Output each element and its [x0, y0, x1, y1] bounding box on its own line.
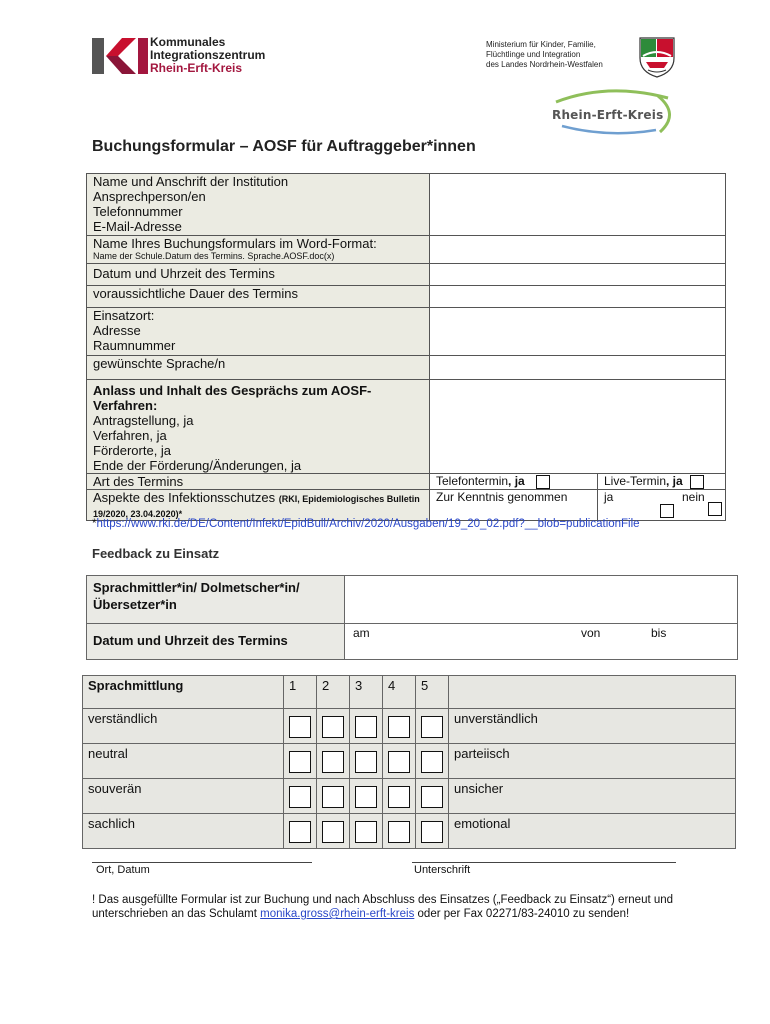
note-text-after: oder per Fax 02271/83-24010 zu senden! — [414, 908, 630, 920]
rating-left-label: verständlich — [83, 709, 284, 744]
ki-logo-text — [150, 36, 265, 75]
footnote-asterisk: * — [92, 518, 97, 530]
occasion-item: Förderorte, ja — [93, 443, 172, 458]
ministry-line-2: Flüchtlinge und Integration — [486, 50, 581, 59]
live-ja-label: , ja — [666, 474, 683, 488]
page-title: Buchungsformular – AOSF für Auftraggeber*innen — [92, 138, 476, 155]
interpreter-field[interactable] — [345, 576, 738, 624]
rating-checkbox[interactable] — [421, 786, 443, 808]
rating-checkbox[interactable] — [388, 821, 410, 843]
infection-label-cell — [87, 490, 430, 521]
phone-ja-label: , ja — [508, 474, 525, 488]
ki-line-1: Kommunales — [150, 35, 226, 49]
ki-line-3: Rhein-Erft-Kreis — [150, 61, 243, 75]
appointment-type-label: Art des Termins — [87, 474, 430, 490]
place-date-line[interactable] — [92, 862, 312, 863]
rating-checkbox[interactable] — [355, 716, 377, 738]
rating-checkbox[interactable] — [289, 821, 311, 843]
language-label: gewünschte Sprache/n — [87, 356, 430, 380]
scale-4: 4 — [383, 676, 416, 709]
rating-right-label: unsicher — [449, 779, 736, 814]
ministry-text — [486, 40, 603, 70]
rating-checkbox[interactable] — [322, 716, 344, 738]
ja-label: ja — [604, 490, 614, 504]
phone-line: Telefonnummer — [93, 204, 183, 219]
acknowledged-cell: Zur Kenntnis genommen — [430, 490, 598, 521]
nrw-crest-icon — [638, 36, 676, 78]
feedback-date-label: Datum und Uhrzeit des Termins — [87, 624, 345, 660]
rating-checkbox[interactable] — [421, 821, 443, 843]
date-time-label: Datum und Uhrzeit des Termins — [87, 264, 430, 286]
rating-checkbox[interactable] — [388, 786, 410, 808]
word-format-hint: Name der Schule.Datum des Termins. Sprache.AOSF.doc(x) — [93, 251, 335, 261]
phone-option-cell — [430, 474, 598, 490]
rating-header: Sprachmittlung — [83, 676, 284, 709]
location-label — [87, 308, 430, 356]
location-title: Einsatzort: — [93, 308, 155, 323]
rki-link[interactable]: https://www.rki.de/DE/Content/Infekt/EpidBull/Archiv/2020/Ausgaben/19_20_02.pdf?__blob=publicationFile — [96, 518, 640, 530]
word-format-field[interactable] — [430, 236, 726, 264]
von-label: von — [581, 626, 601, 640]
rating-checkbox[interactable] — [355, 786, 377, 808]
duration-field[interactable] — [430, 286, 726, 308]
location-field[interactable] — [430, 308, 726, 356]
rhein-erft-kreis-logo-text: Rhein-Erft-Kreis — [552, 108, 664, 122]
rating-checkbox[interactable] — [289, 786, 311, 808]
occasion-title: Anlass und Inhalt des Gesprächs zum AOSF- — [93, 383, 372, 398]
note-text-before: ! Das ausgefüllte Formular ist zur Buchung und nach Abschluss des Einsatzes („Feedback zu Einsatz“) erneut und unterschrieben an das Schulamt — [92, 894, 674, 920]
rating-left-label: neutral — [83, 744, 284, 779]
feedback-title: Feedback zu Einsatz — [92, 546, 220, 561]
occasion-item: Antragstellung, ja — [93, 413, 194, 428]
word-format-title: Name Ihres Buchungsformulars im Word-Format: — [93, 236, 377, 251]
email-link[interactable]: monika.gross@rhein-erft-kreis — [260, 908, 415, 920]
rating-right-label: unverständlich — [449, 709, 736, 744]
occasion-field[interactable] — [430, 380, 726, 474]
scale-3: 3 — [350, 676, 383, 709]
nein-label: nein — [682, 490, 705, 504]
scale-5: 5 — [416, 676, 449, 709]
ki-line-2: Integrationszentrum — [150, 48, 266, 62]
duration-label: voraussichtliche Dauer des Termins — [87, 286, 430, 308]
rating-checkbox[interactable] — [421, 716, 443, 738]
ja-nein-cell — [598, 490, 726, 521]
ministry-line-1: Ministerium für Kinder, Familie, — [486, 40, 596, 49]
live-option-checkbox[interactable] — [690, 475, 704, 489]
occasion-item: Ende der Förderung/Änderungen, ja — [93, 458, 302, 473]
signature-line[interactable] — [412, 862, 676, 863]
address-line: Adresse — [93, 323, 141, 338]
room-line: Raumnummer — [93, 338, 176, 353]
place-date-label: Ort, Datum — [96, 864, 150, 876]
rating-header-right — [449, 676, 736, 709]
rating-checkbox[interactable] — [355, 751, 377, 773]
email-line: E-Mail-Adresse — [93, 219, 182, 234]
nein-checkbox[interactable] — [708, 502, 722, 516]
occasion-title-2: Verfahren: — [93, 398, 158, 413]
scale-2: 2 — [317, 676, 350, 709]
live-option-label: Live-Termin — [604, 474, 667, 488]
institution-label — [87, 174, 430, 236]
ministry-line-3: des Landes Nordrhein-Westfalen — [486, 60, 603, 69]
live-option-cell — [598, 474, 726, 490]
rating-checkbox[interactable] — [322, 821, 344, 843]
rating-checkbox[interactable] — [289, 716, 311, 738]
phone-option-checkbox[interactable] — [536, 475, 550, 489]
rating-checkbox[interactable] — [322, 751, 344, 773]
signature-label: Unterschrift — [414, 864, 471, 876]
occasion-label — [87, 380, 430, 474]
booking-table — [86, 173, 726, 521]
rating-right-label: parteiisch — [449, 744, 736, 779]
rating-right-label: emotional — [449, 814, 736, 849]
ja-checkbox[interactable] — [660, 504, 674, 518]
infection-source: (RKI, Epidemiologisches Bulletin 19/2020, 23.04.2020)* — [93, 494, 420, 519]
rki-footnote — [92, 517, 692, 531]
rating-checkbox[interactable] — [289, 751, 311, 773]
date-time-field[interactable] — [430, 264, 726, 286]
phone-option-label: Telefontermin — [436, 474, 509, 488]
word-format-label — [87, 236, 430, 264]
rating-checkbox[interactable] — [388, 716, 410, 738]
occasion-item: Verfahren, ja — [93, 428, 167, 443]
submission-note — [92, 893, 682, 921]
rating-left-label: sachlich — [83, 814, 284, 849]
bis-label: bis — [651, 626, 667, 640]
language-field[interactable] — [430, 356, 726, 380]
rating-left-label: souverän — [83, 779, 284, 814]
rating-checkbox[interactable] — [388, 751, 410, 773]
contact-person-line: Ansprechperson/en — [93, 189, 206, 204]
feedback-date-field[interactable] — [345, 624, 738, 660]
infection-label: Aspekte des Infektionsschutzes — [93, 490, 276, 505]
ki-logo-icon — [92, 36, 152, 76]
institution-field[interactable] — [430, 174, 726, 236]
rating-checkbox[interactable] — [322, 786, 344, 808]
scale-1: 1 — [284, 676, 317, 709]
institution-line: Name und Anschrift der Institution — [93, 174, 289, 189]
rating-table — [82, 675, 736, 849]
feedback-table — [86, 575, 738, 660]
am-label: am — [353, 626, 370, 640]
rating-checkbox[interactable] — [421, 751, 443, 773]
rating-checkbox[interactable] — [355, 821, 377, 843]
interpreter-label: Sprachmittler*in/ Dolmetscher*in/Übersetzer*in — [87, 576, 345, 624]
